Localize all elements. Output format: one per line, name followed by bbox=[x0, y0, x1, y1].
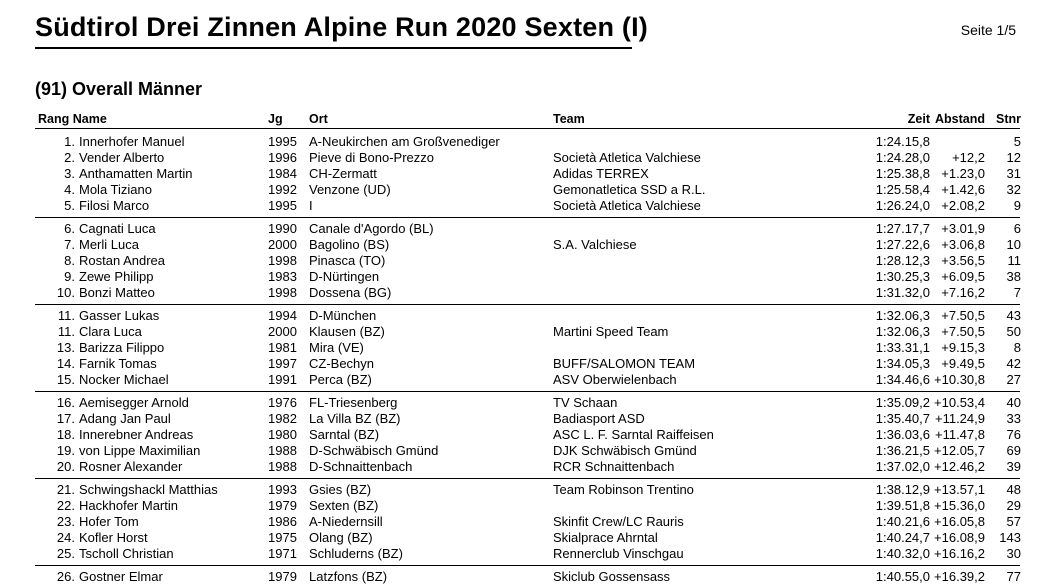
section-title: (91) Overall Männer bbox=[35, 79, 203, 99]
cell-jg: 1995 bbox=[268, 134, 297, 149]
cell-ort: Sexten (BZ) bbox=[309, 498, 379, 513]
cell-team: Skinfit Crew/LC Rauris bbox=[553, 514, 684, 529]
cell-rang: 25. bbox=[56, 546, 75, 561]
cell-abstand: +7.50,5 bbox=[941, 308, 985, 323]
cell-ort: Klausen (BZ) bbox=[309, 324, 385, 339]
cell-stnr: 6 bbox=[1013, 221, 1021, 236]
cell-name: Schwingshackl Matthias bbox=[79, 482, 218, 497]
cell-rang: 23. bbox=[56, 514, 75, 529]
cell-jg: 1976 bbox=[268, 395, 297, 410]
cell-jg: 1998 bbox=[268, 253, 297, 268]
cell-stnr: 38 bbox=[1006, 269, 1021, 284]
cell-team: Skialprace Ahrntal bbox=[553, 530, 658, 545]
table-row bbox=[0, 285, 1057, 301]
cell-jg: 1995 bbox=[268, 198, 297, 213]
header-stnr: Stnr bbox=[996, 112, 1021, 126]
cell-stnr: 48 bbox=[1006, 482, 1021, 497]
cell-name: Innerebner Andreas bbox=[79, 427, 194, 442]
table-row bbox=[0, 150, 1057, 166]
group-divider bbox=[35, 217, 1020, 218]
cell-abstand: +10.30,8 bbox=[934, 372, 985, 387]
cell-rang: 18. bbox=[56, 427, 75, 442]
cell-name: Anthamatten Martin bbox=[79, 166, 193, 181]
cell-jg: 1982 bbox=[268, 411, 297, 426]
cell-jg: 1992 bbox=[268, 182, 297, 197]
table-row bbox=[0, 427, 1057, 443]
cell-stnr: 31 bbox=[1006, 166, 1021, 181]
table-row bbox=[0, 269, 1057, 285]
cell-rang: 3. bbox=[64, 166, 75, 181]
cell-abstand: +10.53,4 bbox=[934, 395, 985, 410]
table-row bbox=[0, 482, 1057, 498]
cell-ort: A-Niedernsill bbox=[309, 514, 383, 529]
cell-team: Adidas TERREX bbox=[553, 166, 649, 181]
cell-zeit: 1:40.32,0 bbox=[875, 546, 930, 561]
cell-zeit: 1:40.21,6 bbox=[875, 514, 930, 529]
cell-stnr: 143 bbox=[999, 530, 1021, 545]
cell-jg: 1971 bbox=[268, 546, 297, 561]
cell-zeit: 1:39.51,8 bbox=[875, 498, 930, 513]
cell-team: ASC L. F. Sarntal Raiffeisen bbox=[553, 427, 714, 442]
cell-ort: D-München bbox=[309, 308, 377, 323]
cell-ort: Bagolino (BS) bbox=[309, 237, 390, 252]
cell-zeit: 1:38.12,9 bbox=[875, 482, 930, 497]
cell-team: ASV Oberwielenbach bbox=[553, 372, 677, 387]
cell-ort: La Villa BZ (BZ) bbox=[309, 411, 401, 426]
cell-ort: Sarntal (BZ) bbox=[309, 427, 380, 442]
cell-stnr: 27 bbox=[1006, 372, 1021, 387]
cell-team: RCR Schnaittenbach bbox=[553, 459, 675, 474]
cell-rang: 9. bbox=[64, 269, 75, 284]
cell-jg: 1991 bbox=[268, 372, 297, 387]
cell-abstand: +11.24,9 bbox=[934, 411, 985, 426]
cell-team: Rennerclub Vinschgau bbox=[553, 546, 684, 561]
cell-ort: Schluderns (BZ) bbox=[309, 546, 403, 561]
cell-stnr: 39 bbox=[1006, 459, 1021, 474]
cell-zeit: 1:40.24,7 bbox=[875, 530, 930, 545]
cell-team: BUFF/SALOMON TEAM bbox=[553, 356, 696, 371]
cell-abstand: +3.01,9 bbox=[941, 221, 985, 236]
table-row bbox=[0, 198, 1057, 214]
group-divider bbox=[35, 304, 1020, 305]
cell-name: Mola Tiziano bbox=[79, 182, 152, 197]
cell-jg: 1986 bbox=[268, 514, 297, 529]
table-row bbox=[0, 459, 1057, 475]
cell-rang: 19. bbox=[56, 443, 75, 458]
cell-name: Aemisegger Arnold bbox=[79, 395, 189, 410]
cell-name: Barizza Filippo bbox=[79, 340, 165, 355]
cell-abstand: +16.08,9 bbox=[934, 530, 985, 545]
title-underline bbox=[35, 47, 632, 49]
cell-stnr: 10 bbox=[1006, 237, 1021, 252]
cell-ort: Pieve di Bono-Prezzo bbox=[309, 150, 435, 165]
cell-rang: 14. bbox=[56, 356, 75, 371]
cell-jg: 1988 bbox=[268, 443, 297, 458]
cell-abstand: +15.36,0 bbox=[934, 498, 985, 513]
cell-rang: 4. bbox=[64, 182, 75, 197]
cell-rang: 5. bbox=[64, 198, 75, 213]
cell-rang: 21. bbox=[56, 482, 75, 497]
cell-zeit: 1:26.24,0 bbox=[875, 198, 930, 213]
cell-zeit: 1:36.03,6 bbox=[875, 427, 930, 442]
cell-ort: Canale d'Agordo (BL) bbox=[309, 221, 434, 236]
cell-abstand: +3.56,5 bbox=[941, 253, 985, 268]
cell-zeit: 1:34.05,3 bbox=[875, 356, 930, 371]
cell-abstand: +16.39,2 bbox=[934, 569, 985, 584]
cell-jg: 1998 bbox=[268, 285, 297, 300]
cell-zeit: 1:24.28,0 bbox=[875, 150, 930, 165]
cell-jg: 2000 bbox=[268, 324, 297, 339]
cell-stnr: 69 bbox=[1006, 443, 1021, 458]
cell-zeit: 1:36.21,5 bbox=[875, 443, 930, 458]
cell-name: Bonzi Matteo bbox=[79, 285, 155, 300]
cell-name: Clara Luca bbox=[79, 324, 142, 339]
cell-abstand: +2.08,2 bbox=[941, 198, 985, 213]
header-abstand: Abstand bbox=[935, 112, 985, 126]
cell-rang: 6. bbox=[64, 221, 75, 236]
cell-zeit: 1:40.55,0 bbox=[875, 569, 930, 584]
cell-ort: A-Neukirchen am Großvenediger bbox=[309, 134, 500, 149]
cell-jg: 1997 bbox=[268, 356, 297, 371]
cell-name: Rostan Andrea bbox=[79, 253, 166, 268]
table-row bbox=[0, 324, 1057, 340]
cell-stnr: 57 bbox=[1006, 514, 1021, 529]
cell-name: Innerhofer Manuel bbox=[79, 134, 185, 149]
cell-abstand: +1.23,0 bbox=[941, 166, 985, 181]
cell-ort: Venzone (UD) bbox=[309, 182, 391, 197]
cell-jg: 1979 bbox=[268, 569, 297, 584]
cell-team: Martini Speed Team bbox=[553, 324, 669, 339]
cell-jg: 1993 bbox=[268, 482, 297, 497]
cell-stnr: 40 bbox=[1006, 395, 1021, 410]
cell-stnr: 32 bbox=[1006, 182, 1021, 197]
cell-stnr: 12 bbox=[1006, 150, 1021, 165]
header-ort: Ort bbox=[309, 112, 328, 126]
cell-ort: Pinasca (TO) bbox=[309, 253, 386, 268]
cell-rang: 15. bbox=[56, 372, 75, 387]
table-row bbox=[0, 569, 1057, 585]
cell-abstand: +12.46,2 bbox=[934, 459, 985, 474]
cell-rang: 26. bbox=[56, 569, 75, 584]
cell-team: DJK Schwäbisch Gmünd bbox=[553, 443, 697, 458]
cell-name: Cagnati Luca bbox=[79, 221, 156, 236]
cell-rang: 24. bbox=[56, 530, 75, 545]
table-row bbox=[0, 221, 1057, 237]
cell-team: Società Atletica Valchiese bbox=[553, 150, 701, 165]
cell-ort: I bbox=[309, 198, 313, 213]
cell-team: Skiclub Gossensass bbox=[553, 569, 671, 584]
cell-rang: 13. bbox=[56, 340, 75, 355]
cell-ort: D-Schnaittenbach bbox=[309, 459, 413, 474]
cell-ort: Olang (BZ) bbox=[309, 530, 373, 545]
cell-name: Filosi Marco bbox=[79, 198, 150, 213]
cell-jg: 1983 bbox=[268, 269, 297, 284]
table-row bbox=[0, 514, 1057, 530]
cell-jg: 1981 bbox=[268, 340, 297, 355]
cell-zeit: 1:24.15,8 bbox=[875, 134, 930, 149]
cell-jg: 1990 bbox=[268, 221, 297, 236]
cell-name: Adang Jan Paul bbox=[79, 411, 171, 426]
cell-abstand: +6.09,5 bbox=[941, 269, 985, 284]
cell-abstand: +11.47,8 bbox=[934, 427, 985, 442]
cell-team: Badiasport ASD bbox=[553, 411, 645, 426]
cell-stnr: 43 bbox=[1006, 308, 1021, 323]
cell-rang: 11. bbox=[57, 308, 75, 323]
cell-rang: 17. bbox=[56, 411, 75, 426]
cell-zeit: 1:25.38,8 bbox=[875, 166, 930, 181]
cell-rang: 8. bbox=[64, 253, 75, 268]
cell-abstand: +12,2 bbox=[952, 150, 985, 165]
cell-zeit: 1:27.17,7 bbox=[875, 221, 930, 236]
cell-zeit: 1:32.06,3 bbox=[875, 324, 930, 339]
group-divider bbox=[35, 391, 1020, 392]
table-row bbox=[0, 134, 1057, 150]
cell-team: Gemonatletica SSD a R.L. bbox=[553, 182, 706, 197]
cell-ort: Dossena (BG) bbox=[309, 285, 392, 300]
cell-name: Hackhofer Martin bbox=[79, 498, 178, 513]
cell-team: S.A. Valchiese bbox=[553, 237, 637, 252]
cell-name: Hofer Tom bbox=[79, 514, 139, 529]
cell-name: Nocker Michael bbox=[79, 372, 169, 387]
cell-team: Team Robinson Trentino bbox=[553, 482, 694, 497]
cell-zeit: 1:35.09,2 bbox=[875, 395, 930, 410]
cell-abstand: +3.06,8 bbox=[941, 237, 985, 252]
cell-abstand: +7.16,2 bbox=[941, 285, 985, 300]
cell-rang: 11. bbox=[57, 324, 75, 339]
table-row bbox=[0, 546, 1057, 562]
cell-rang: 20. bbox=[56, 459, 75, 474]
cell-stnr: 8 bbox=[1013, 340, 1021, 355]
cell-ort: Perca (BZ) bbox=[309, 372, 372, 387]
cell-name: Tscholl Christian bbox=[79, 546, 174, 561]
cell-stnr: 29 bbox=[1006, 498, 1021, 513]
cell-zeit: 1:28.12,3 bbox=[875, 253, 930, 268]
header-jg: Jg bbox=[268, 112, 283, 126]
table-row bbox=[0, 411, 1057, 427]
table-row bbox=[0, 443, 1057, 459]
cell-stnr: 33 bbox=[1006, 411, 1021, 426]
cell-zeit: 1:30.25,3 bbox=[875, 269, 930, 284]
header-team: Team bbox=[553, 112, 585, 126]
cell-rang: 10. bbox=[56, 285, 75, 300]
cell-ort: CZ-Bechyn bbox=[309, 356, 375, 371]
cell-zeit: 1:32.06,3 bbox=[875, 308, 930, 323]
cell-name: Gasser Lukas bbox=[79, 308, 160, 323]
cell-ort: Gsies (BZ) bbox=[309, 482, 372, 497]
cell-rang: 2. bbox=[64, 150, 75, 165]
cell-zeit: 1:34.46,6 bbox=[875, 372, 930, 387]
cell-stnr: 30 bbox=[1006, 546, 1021, 561]
cell-stnr: 76 bbox=[1006, 427, 1021, 442]
cell-jg: 1988 bbox=[268, 459, 297, 474]
page-number: Seite 1/5 bbox=[960, 22, 1016, 38]
table-row bbox=[0, 182, 1057, 198]
cell-name: Kofler Horst bbox=[79, 530, 148, 545]
cell-abstand: +13.57,1 bbox=[934, 482, 985, 497]
table-row bbox=[0, 166, 1057, 182]
cell-ort: D-Nürtingen bbox=[309, 269, 380, 284]
cell-rang: 7. bbox=[64, 237, 75, 252]
cell-zeit: 1:31.32,0 bbox=[875, 285, 930, 300]
header-zeit: Zeit bbox=[907, 112, 930, 126]
group-divider bbox=[35, 565, 1020, 566]
table-row bbox=[0, 340, 1057, 356]
cell-zeit: 1:27.22,6 bbox=[875, 237, 930, 252]
cell-abstand: +12.05,7 bbox=[934, 443, 985, 458]
cell-name: Gostner Elmar bbox=[79, 569, 163, 584]
cell-stnr: 7 bbox=[1013, 285, 1021, 300]
cell-name: Merli Luca bbox=[79, 237, 139, 252]
table-row bbox=[0, 530, 1057, 546]
cell-name: Zewe Philipp bbox=[79, 269, 154, 284]
cell-jg: 1984 bbox=[268, 166, 297, 181]
table-row bbox=[0, 253, 1057, 269]
cell-ort: D-Schwäbisch Gmünd bbox=[309, 443, 439, 458]
cell-stnr: 42 bbox=[1006, 356, 1021, 371]
table-row bbox=[0, 308, 1057, 324]
cell-zeit: 1:35.40,7 bbox=[875, 411, 930, 426]
cell-jg: 1994 bbox=[268, 308, 297, 323]
cell-ort: FL-Triesenberg bbox=[309, 395, 398, 410]
cell-stnr: 77 bbox=[1006, 569, 1021, 584]
cell-stnr: 5 bbox=[1013, 134, 1021, 149]
cell-team: Società Atletica Valchiese bbox=[553, 198, 701, 213]
cell-name: von Lippe Maximilian bbox=[79, 443, 201, 458]
cell-rang: 16. bbox=[56, 395, 75, 410]
cell-ort: Latzfons (BZ) bbox=[309, 569, 388, 584]
cell-abstand: +16.05,8 bbox=[934, 514, 985, 529]
cell-name: Vender Alberto bbox=[79, 150, 165, 165]
cell-stnr: 50 bbox=[1006, 324, 1021, 339]
cell-zeit: 1:33.31,1 bbox=[875, 340, 930, 355]
cell-jg: 2000 bbox=[268, 237, 297, 252]
table-row bbox=[0, 372, 1057, 388]
cell-jg: 1979 bbox=[268, 498, 297, 513]
cell-zeit: 1:25.58,4 bbox=[875, 182, 930, 197]
table-row bbox=[0, 498, 1057, 514]
cell-team: TV Schaan bbox=[553, 395, 618, 410]
header-rang-name: Rang Name bbox=[38, 112, 107, 126]
header-divider bbox=[35, 128, 1020, 129]
cell-abstand: +7.50,5 bbox=[941, 324, 985, 339]
cell-rang: 22. bbox=[56, 498, 75, 513]
table-row bbox=[0, 356, 1057, 372]
cell-name: Rosner Alexander bbox=[79, 459, 183, 474]
page-title: Südtirol Drei Zinnen Alpine Run 2020 Sexten (I) bbox=[35, 12, 648, 42]
cell-zeit: 1:37.02,0 bbox=[875, 459, 930, 474]
cell-abstand: +1.42,6 bbox=[941, 182, 985, 197]
cell-abstand: +9.15,3 bbox=[941, 340, 985, 355]
cell-stnr: 9 bbox=[1013, 198, 1021, 213]
cell-rang: 1. bbox=[64, 134, 75, 149]
cell-ort: CH-Zermatt bbox=[309, 166, 377, 181]
table-row bbox=[0, 237, 1057, 253]
cell-ort: Mira (VE) bbox=[309, 340, 364, 355]
cell-jg: 1975 bbox=[268, 530, 297, 545]
cell-abstand: +9.49,5 bbox=[941, 356, 985, 371]
cell-jg: 1996 bbox=[268, 150, 297, 165]
group-divider bbox=[35, 478, 1020, 479]
cell-name: Farnik Tomas bbox=[79, 356, 157, 371]
table-row bbox=[0, 395, 1057, 411]
cell-stnr: 11 bbox=[1007, 253, 1021, 268]
cell-jg: 1980 bbox=[268, 427, 297, 442]
cell-abstand: +16.16,2 bbox=[934, 546, 985, 561]
